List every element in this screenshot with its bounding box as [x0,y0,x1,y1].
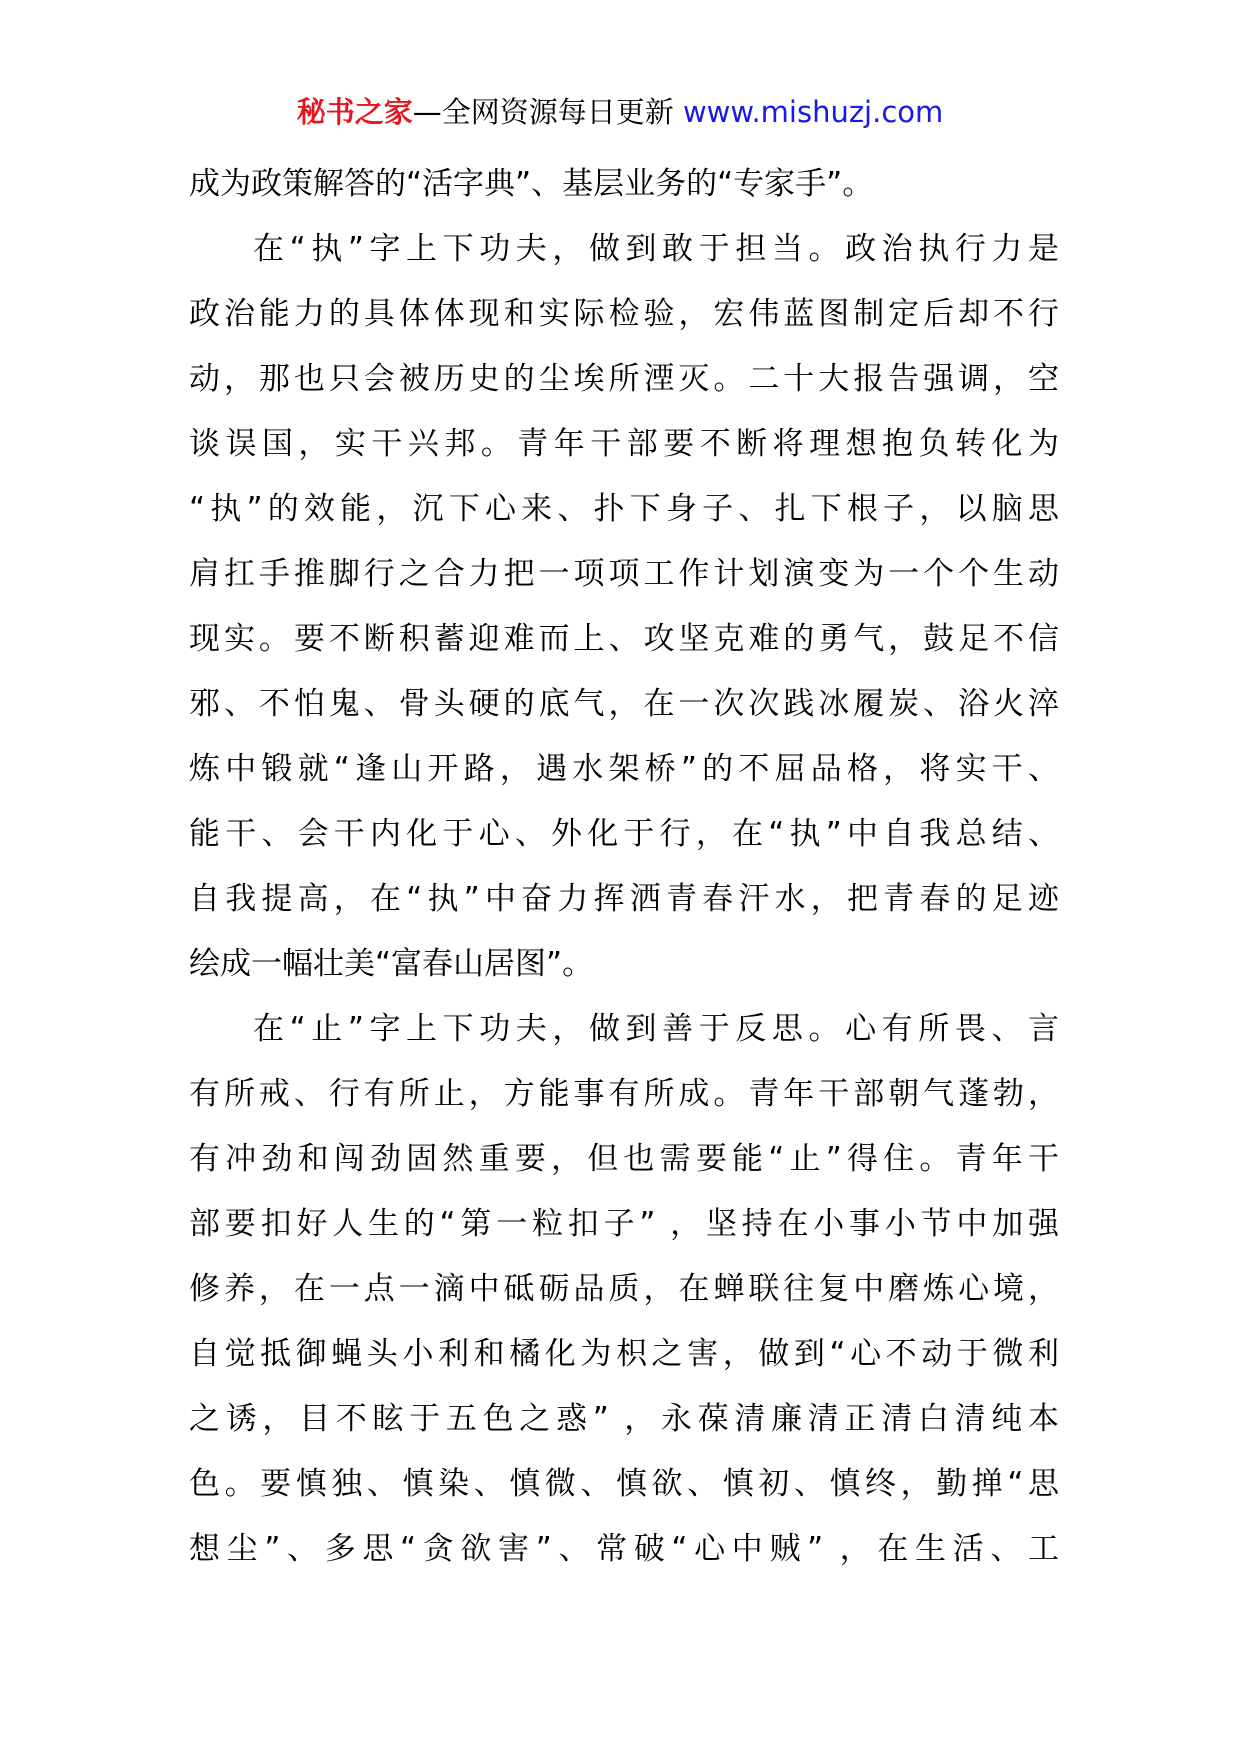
text-line: 绘成一幅壮美“富春山居图”。 [189,946,594,982]
text-line: 政治能力的具体体现和实际检验，宏伟蓝图制定后却不行 [189,296,1059,332]
text-line: 谈误国，实干兴邦。青年干部要不断将理想抱负转化为 [189,426,1059,462]
text-line: “执”的效能，沉下心来、扑下身子、扎下根子，以脑思 [189,491,1059,527]
site-url-link[interactable]: www.mishuzj.com [682,95,944,129]
text-line: 在“止”字上下功夫，做到善于反思。心有所畏、言 [253,1011,1059,1047]
text-line: 有所戒、行有所止，方能事有所成。青年干部朝气蓬勃， [189,1076,1059,1112]
text-line: 肩扛手推脚行之合力把一项项工作计划演变为一个个生动 [189,556,1059,592]
text-line: 部要扣好人生的“第一粒扣子” ，坚持在小事小节中加强 [189,1206,1059,1242]
document-body [189,152,1059,1582]
text-line: 自觉抵御蝇头小利和橘化为枳之害，做到“心不动于微利 [189,1336,1059,1372]
text-line: 之诱，目不眩于五色之惑” ，永葆清廉清正清白清纯本 [189,1401,1059,1437]
text-line: 有冲劲和闯劲固然重要，但也需要能“止”得住。青年干 [189,1141,1059,1177]
brand-name: 秘书之家 [296,95,413,129]
text-line: 色。要慎独、慎染、慎微、慎欲、慎初、慎终，勤掸“思 [189,1466,1059,1502]
text-line: 炼中锻就“逢山开路，遇水架桥”的不屈品格，将实干、 [189,751,1059,787]
text-line: 想尘”、多思“贪欲害”、常破“心中贼” ，在生活、工 [189,1531,1059,1567]
text-line: 能干、会干内化于心、外化于行，在“执”中自我总结、 [189,816,1059,852]
text-line: 在“执”字上下功夫，做到敢于担当。政治执行力是 [253,231,1059,267]
text-line: 动，那也只会被历史的尘埃所湮灭。二十大报告强调，空 [189,361,1059,397]
text-line: 修养，在一点一滴中砥砺品质，在蝉联往复中磨炼心境， [189,1271,1059,1307]
text-line: 成为政策解答的“活字典”、基层业务的“专家手”。 [189,166,874,202]
header-tagline: —全网资源每日更新 [412,95,683,129]
text-line: 现实。要不断积蓄迎难而上、攻坚克难的勇气，鼓足不信 [189,621,1059,657]
text-line: 邪、不怕鬼、骨头硬的底气，在一次次践冰履炭、浴火淬 [189,686,1059,722]
page-header [0,92,1240,132]
text-line: 自我提高，在“执”中奋力挥洒青春汗水，把青春的足迹 [189,881,1059,917]
